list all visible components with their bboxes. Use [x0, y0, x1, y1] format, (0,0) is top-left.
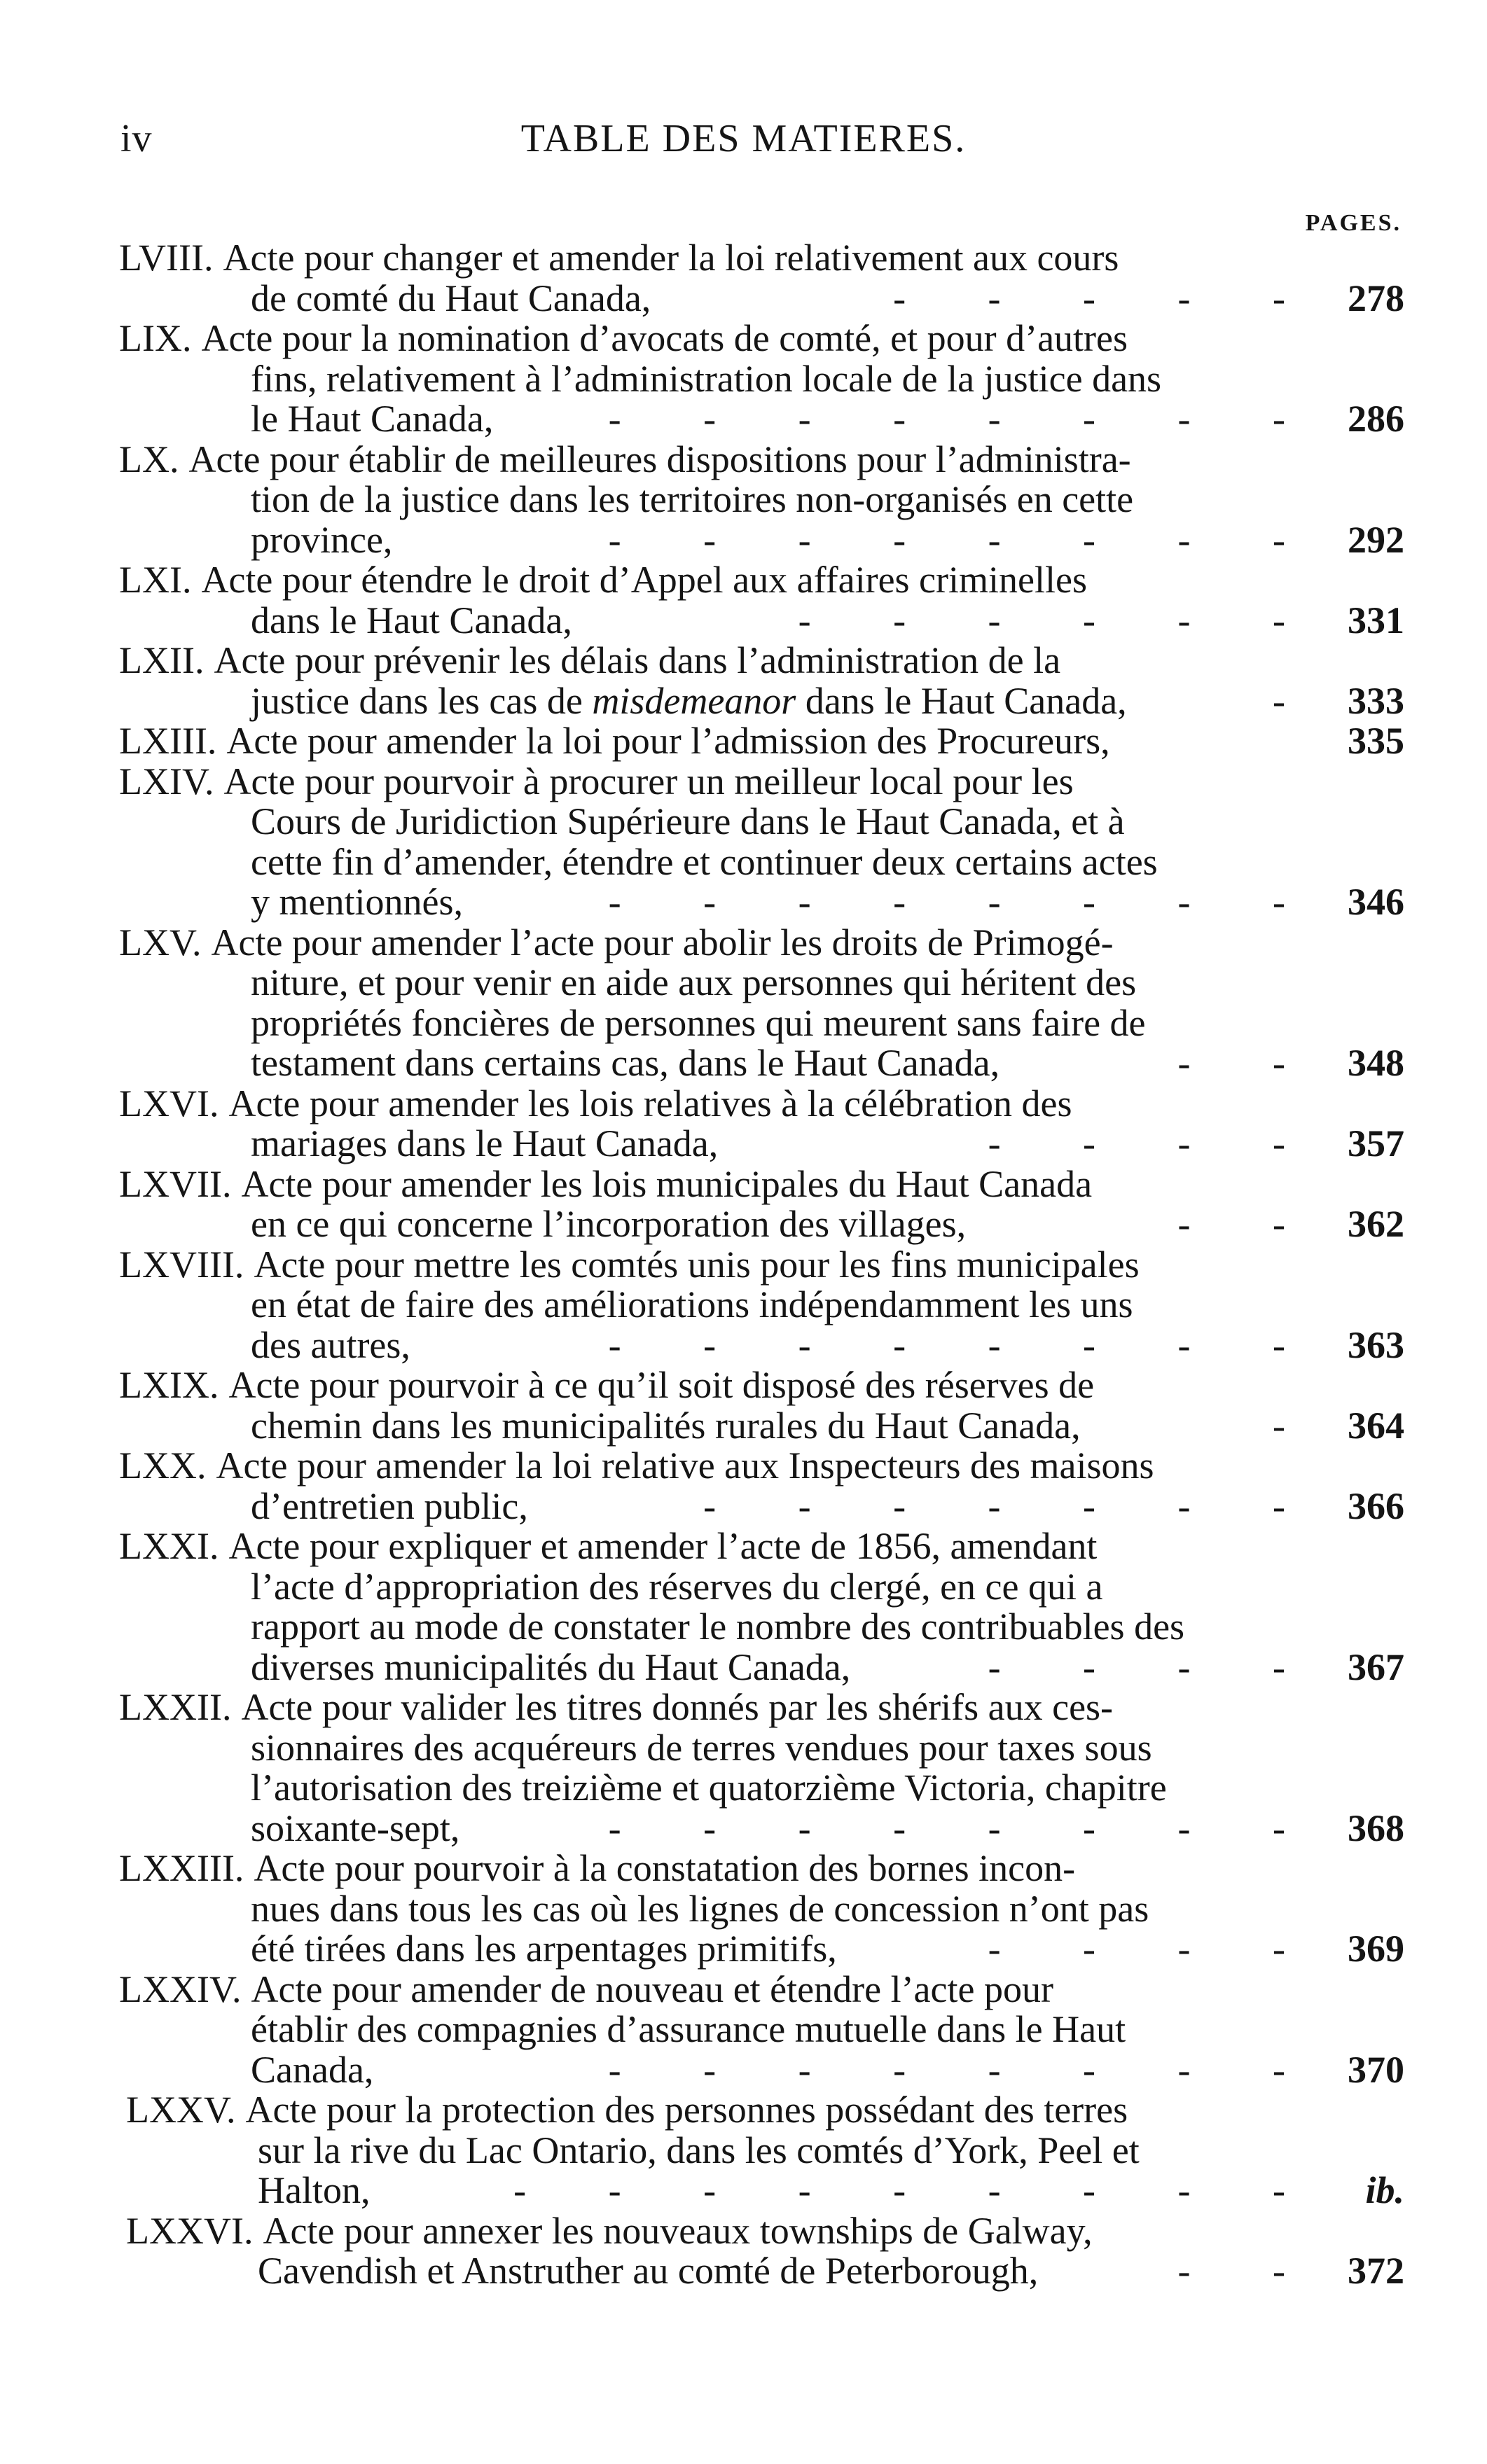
toc-entry: [119, 1687, 1404, 1849]
entry-last-line: [251, 882, 1404, 923]
entry-last-line: [251, 1043, 1404, 1084]
chapter-numeral: LXIV.: [119, 760, 214, 802]
page-reference: 363: [1348, 1323, 1404, 1366]
entry-text: [228, 1525, 1404, 1688]
entry-text: [228, 1082, 1404, 1164]
entry-line: cette fin d’amender, étendre et continuer deux certains actes: [251, 840, 1158, 883]
dash-leader: - -: [1177, 1204, 1322, 1245]
entry-line: propriétés foncières de personnes qui meurent sans faire de: [251, 1001, 1146, 1044]
toc-entry: [119, 2090, 1404, 2211]
entry-line: Acte pour pourvoir à ce qu’il soit disposé des réserves de: [228, 1364, 1095, 1406]
chapter-numeral: LXXIV.: [119, 1968, 242, 2010]
entry-line: Acte pour établir de meilleures dispositions pour l’administra-: [188, 438, 1131, 480]
entry-line: Canada,: [251, 2048, 374, 2091]
dash-leader: - - - - - - - -: [608, 1808, 1322, 1849]
italic-term: misdemeanor: [592, 679, 796, 722]
dash-leader: - - - -: [988, 1647, 1322, 1687]
page-reference: 369: [1348, 1928, 1404, 1970]
page-reference: 366: [1348, 1484, 1404, 1527]
chapter-numeral: LXII.: [119, 639, 205, 681]
entry-line: en état de faire des améliorations indépendamment les uns: [251, 1283, 1133, 1325]
page-reference: 333: [1348, 679, 1404, 722]
dash-leader: -: [1273, 1405, 1322, 1446]
dash-leader: - - - -: [988, 1124, 1322, 1164]
entry-line: Acte pour pourvoir à procurer un meilleur local pour les: [223, 760, 1074, 802]
entry-last-line: [226, 721, 1404, 762]
toc-entry: [119, 1245, 1404, 1366]
entry-line: fins, relativement à l’administration locale de la justice dans: [251, 357, 1162, 400]
entry-line: Acte pour changer et amender la loi relativement aux cours: [223, 237, 1119, 279]
entry-last-line: [251, 2050, 1404, 2091]
chapter-numeral: LXXIII.: [119, 1847, 244, 1889]
pages-column-heading: PAGES.: [1305, 210, 1402, 236]
entry-line: Acte pour la nomination d’avocats de comté, et pour d’autres: [201, 317, 1128, 359]
page-reference: 278: [1348, 277, 1404, 319]
entry-text: [241, 1162, 1404, 1245]
toc-entry: [119, 1084, 1404, 1164]
entry-line: en ce qui concerne l’incorporation des villages,: [251, 1203, 967, 1245]
entry-line: chemin dans les municipalités rurales du Haut Canada,: [251, 1404, 1081, 1447]
chapter-numeral: LXV.: [119, 921, 202, 963]
entry-last-line: [251, 399, 1404, 440]
chapter-numeral: LXXV.: [126, 2089, 236, 2131]
entry-last-line: [251, 1325, 1404, 1366]
entry-text-fragment: dans le Haut Canada,: [796, 679, 1127, 722]
toc-entry: [119, 238, 1404, 319]
entry-line: l’autorisation des treizième et quatorzième Victoria, chapitre: [251, 1767, 1167, 1809]
entry-line: de comté du Haut Canada,: [251, 277, 651, 319]
entry-line: Acte pour amender la loi pour l’admission des Procureurs,: [226, 720, 1110, 762]
entry-line: rapport au mode de constater le nombre des contribuables des: [251, 1606, 1185, 1648]
entry-line: Cavendish et Anstruther au comté de Peterborough,: [258, 2250, 1039, 2292]
entry-line: niture, et pour venir en aide aux personnes qui héritent des: [251, 961, 1137, 1003]
chapter-numeral: LIX.: [119, 317, 192, 359]
page-number: iv: [120, 117, 153, 160]
entry-text: [188, 438, 1404, 561]
entry-line: Acte pour mettre les comtés unis pour les fins municipales: [254, 1243, 1140, 1286]
entry-line: Cours de Juridiction Supérieure dans le Haut Canada, et à: [251, 800, 1125, 842]
page-reference: 348: [1348, 1042, 1404, 1084]
entry-last-line: [251, 1484, 1404, 1527]
toc-entry: [119, 923, 1404, 1084]
entry-last-line: [258, 2171, 1404, 2211]
toc-entry: [119, 762, 1404, 923]
toc-entry: [119, 1970, 1404, 2091]
page-reference: 364: [1348, 1404, 1404, 1447]
dash-leader: - - - - - - - -: [608, 1325, 1322, 1365]
entry-text: [245, 2089, 1404, 2211]
entry-line: Acte pour prévenir les délais dans l’administration de la: [214, 639, 1061, 681]
table-of-contents-list: [119, 238, 1404, 2292]
dash-leader: - - - - - - - -: [608, 882, 1322, 923]
page-reference: ib.: [1365, 2169, 1404, 2211]
entry-line: Acte pour amender les lois municipales du Haut Canada: [241, 1162, 1093, 1205]
entry-text: [216, 1445, 1404, 1527]
dash-leader: - - - - - - - - -: [513, 2171, 1322, 2211]
entry-text: [258, 2211, 1404, 2292]
dash-leader: - - - - - - - -: [608, 2049, 1322, 2090]
entry-line: d’entretien public,: [251, 1484, 528, 1527]
toc-entry: [119, 1849, 1404, 1970]
chapter-numeral: LXVI.: [119, 1082, 219, 1125]
toc-entry: [119, 319, 1404, 440]
chapter-numeral: LX.: [119, 438, 179, 480]
entry-text: [226, 720, 1404, 762]
entry-last-line: [251, 1809, 1404, 1849]
chapter-numeral: LXX.: [119, 1445, 207, 1487]
entry-last-line: [251, 279, 1404, 319]
entry-text: [228, 1364, 1404, 1447]
dash-leader: -: [1273, 681, 1322, 721]
entry-text: [211, 921, 1404, 1084]
entry-line: soixante-sept,: [251, 1807, 460, 1849]
entry-text: [251, 1245, 1404, 1366]
entry-text: [223, 760, 1404, 923]
dash-leader: - -: [1177, 1043, 1322, 1084]
entry-line: province,: [251, 518, 393, 561]
entry-text: [241, 1686, 1404, 1849]
entry-line: des autres,: [251, 1323, 410, 1366]
toc-entry: [119, 560, 1404, 641]
entry-line: y mentionnés,: [251, 881, 463, 923]
entry-last-line: [251, 520, 1404, 561]
page-reference: 372: [1348, 2250, 1404, 2292]
page-reference: 331: [1348, 599, 1404, 641]
dash-leader: - -: [1177, 2251, 1322, 2292]
page-reference: 367: [1348, 1645, 1404, 1688]
dash-leader: - - - - -: [893, 278, 1322, 319]
toc-entry: [119, 2211, 1404, 2292]
dash-leader: - - - - - - - -: [608, 399, 1322, 440]
entry-line: Acte pour amender de nouveau et étendre l’acte pour: [251, 1968, 1053, 2010]
entry-line: Acte pour expliquer et amender l’acte de 1856, amendant: [228, 1525, 1098, 1567]
entry-last-line: [251, 1204, 1404, 1245]
entry-line: Acte pour étendre le droit d’Appel aux affaires criminelles: [201, 559, 1087, 601]
chapter-numeral: LXXII.: [119, 1686, 232, 1728]
chapter-numeral: LXI.: [119, 559, 192, 601]
chapter-numeral: LVIII.: [119, 237, 214, 279]
entry-last-line: [251, 1124, 1404, 1164]
entry-line: tion de la justice dans les territoires non-organisés en cette: [251, 478, 1134, 520]
entry-line: le Haut Canada,: [251, 398, 494, 440]
page-reference: 346: [1348, 881, 1404, 923]
entry-text-fragment: justice dans les cas de: [251, 679, 593, 722]
entry-line: sionnaires des acquéreurs de terres vendues pour taxes sous: [251, 1726, 1152, 1769]
entry-line: l’acte d’appropriation des réserves du clergé, en ce qui a: [251, 1565, 1103, 1608]
toc-entry: [119, 440, 1404, 561]
entry-line: [251, 681, 1127, 722]
dash-leader: - - - -: [988, 1929, 1322, 1970]
dash-leader: - - - - - -: [798, 600, 1322, 641]
entry-line: Acte pour amender les lois relatives à la célébration des: [228, 1082, 1072, 1125]
page-reference: 292: [1348, 518, 1404, 561]
entry-text: [201, 317, 1404, 440]
chapter-numeral: LXXVI.: [126, 2209, 254, 2252]
entry-line: Acte pour pourvoir à la constatation des bornes incon-: [254, 1847, 1076, 1889]
entry-last-line: [258, 2251, 1404, 2292]
entry-last-line: [251, 1929, 1404, 1970]
chapter-numeral: LXVII.: [119, 1162, 232, 1205]
entry-line: Acte pour valider les titres donnés par les shérifs aux ces-: [241, 1686, 1114, 1728]
entry-line: diverses municipalités du Haut Canada,: [251, 1645, 851, 1688]
page-reference: 362: [1348, 1203, 1404, 1245]
page-reference: 286: [1348, 398, 1404, 440]
entry-text: [214, 639, 1404, 722]
entry-line: Acte pour amender l’acte pour abolir les droits de Primogé-: [211, 921, 1114, 963]
chapter-numeral: LXIX.: [119, 1364, 219, 1406]
toc-entry: [119, 1446, 1404, 1526]
entry-line: Halton,: [258, 2169, 371, 2211]
entry-line: Acte pour la protection des personnes possédant des terres: [245, 2089, 1128, 2131]
entry-line: Acte pour amender la loi relative aux Inspecteurs des maisons: [216, 1445, 1154, 1487]
entry-text: [251, 1849, 1404, 1970]
entry-last-line: [251, 1406, 1404, 1447]
entry-line: établir des compagnies d’assurance mutuelle dans le Haut: [251, 2008, 1126, 2050]
entry-text: [201, 559, 1404, 641]
page-reference: 368: [1348, 1807, 1404, 1849]
entry-line: dans le Haut Canada,: [251, 599, 572, 641]
chapter-numeral: LXVIII.: [119, 1243, 244, 1286]
toc-entry: [119, 1365, 1404, 1446]
chapter-numeral: LXIII.: [119, 720, 217, 762]
dash-leader: - - - - - - - -: [608, 520, 1322, 560]
entry-last-line: [251, 681, 1404, 722]
entry-line: été tirées dans les arpentages primitifs,: [251, 1928, 837, 1970]
page-reference: 370: [1348, 2048, 1404, 2091]
entry-line: sur la rive du Lac Ontario, dans les comtés d’York, Peel et: [258, 2129, 1140, 2171]
entry-last-line: [251, 1645, 1404, 1688]
entry-line: nues dans tous les cas où les lignes de concession n’ont pas: [251, 1887, 1149, 1930]
toc-entry: [119, 641, 1404, 721]
page-reference: 357: [1348, 1122, 1404, 1164]
toc-entry: [119, 1526, 1404, 1687]
page-reference: 335: [1348, 720, 1404, 762]
chapter-numeral: LXXI.: [119, 1525, 219, 1567]
entry-text: [251, 1970, 1404, 2091]
toc-entry: [119, 721, 1404, 762]
entry-text: [223, 237, 1404, 319]
running-title: TABLE DES MATIERES.: [520, 117, 967, 160]
entry-line: Acte pour annexer les nouveaux townships de Galway,: [263, 2209, 1093, 2252]
dash-leader: - - - - - - -: [703, 1486, 1322, 1526]
entry-line: mariages dans le Haut Canada,: [251, 1122, 719, 1164]
entry-line: testament dans certains cas, dans le Haut Canada,: [251, 1042, 1000, 1084]
toc-entry: [119, 1164, 1404, 1245]
entry-last-line: [251, 601, 1404, 641]
